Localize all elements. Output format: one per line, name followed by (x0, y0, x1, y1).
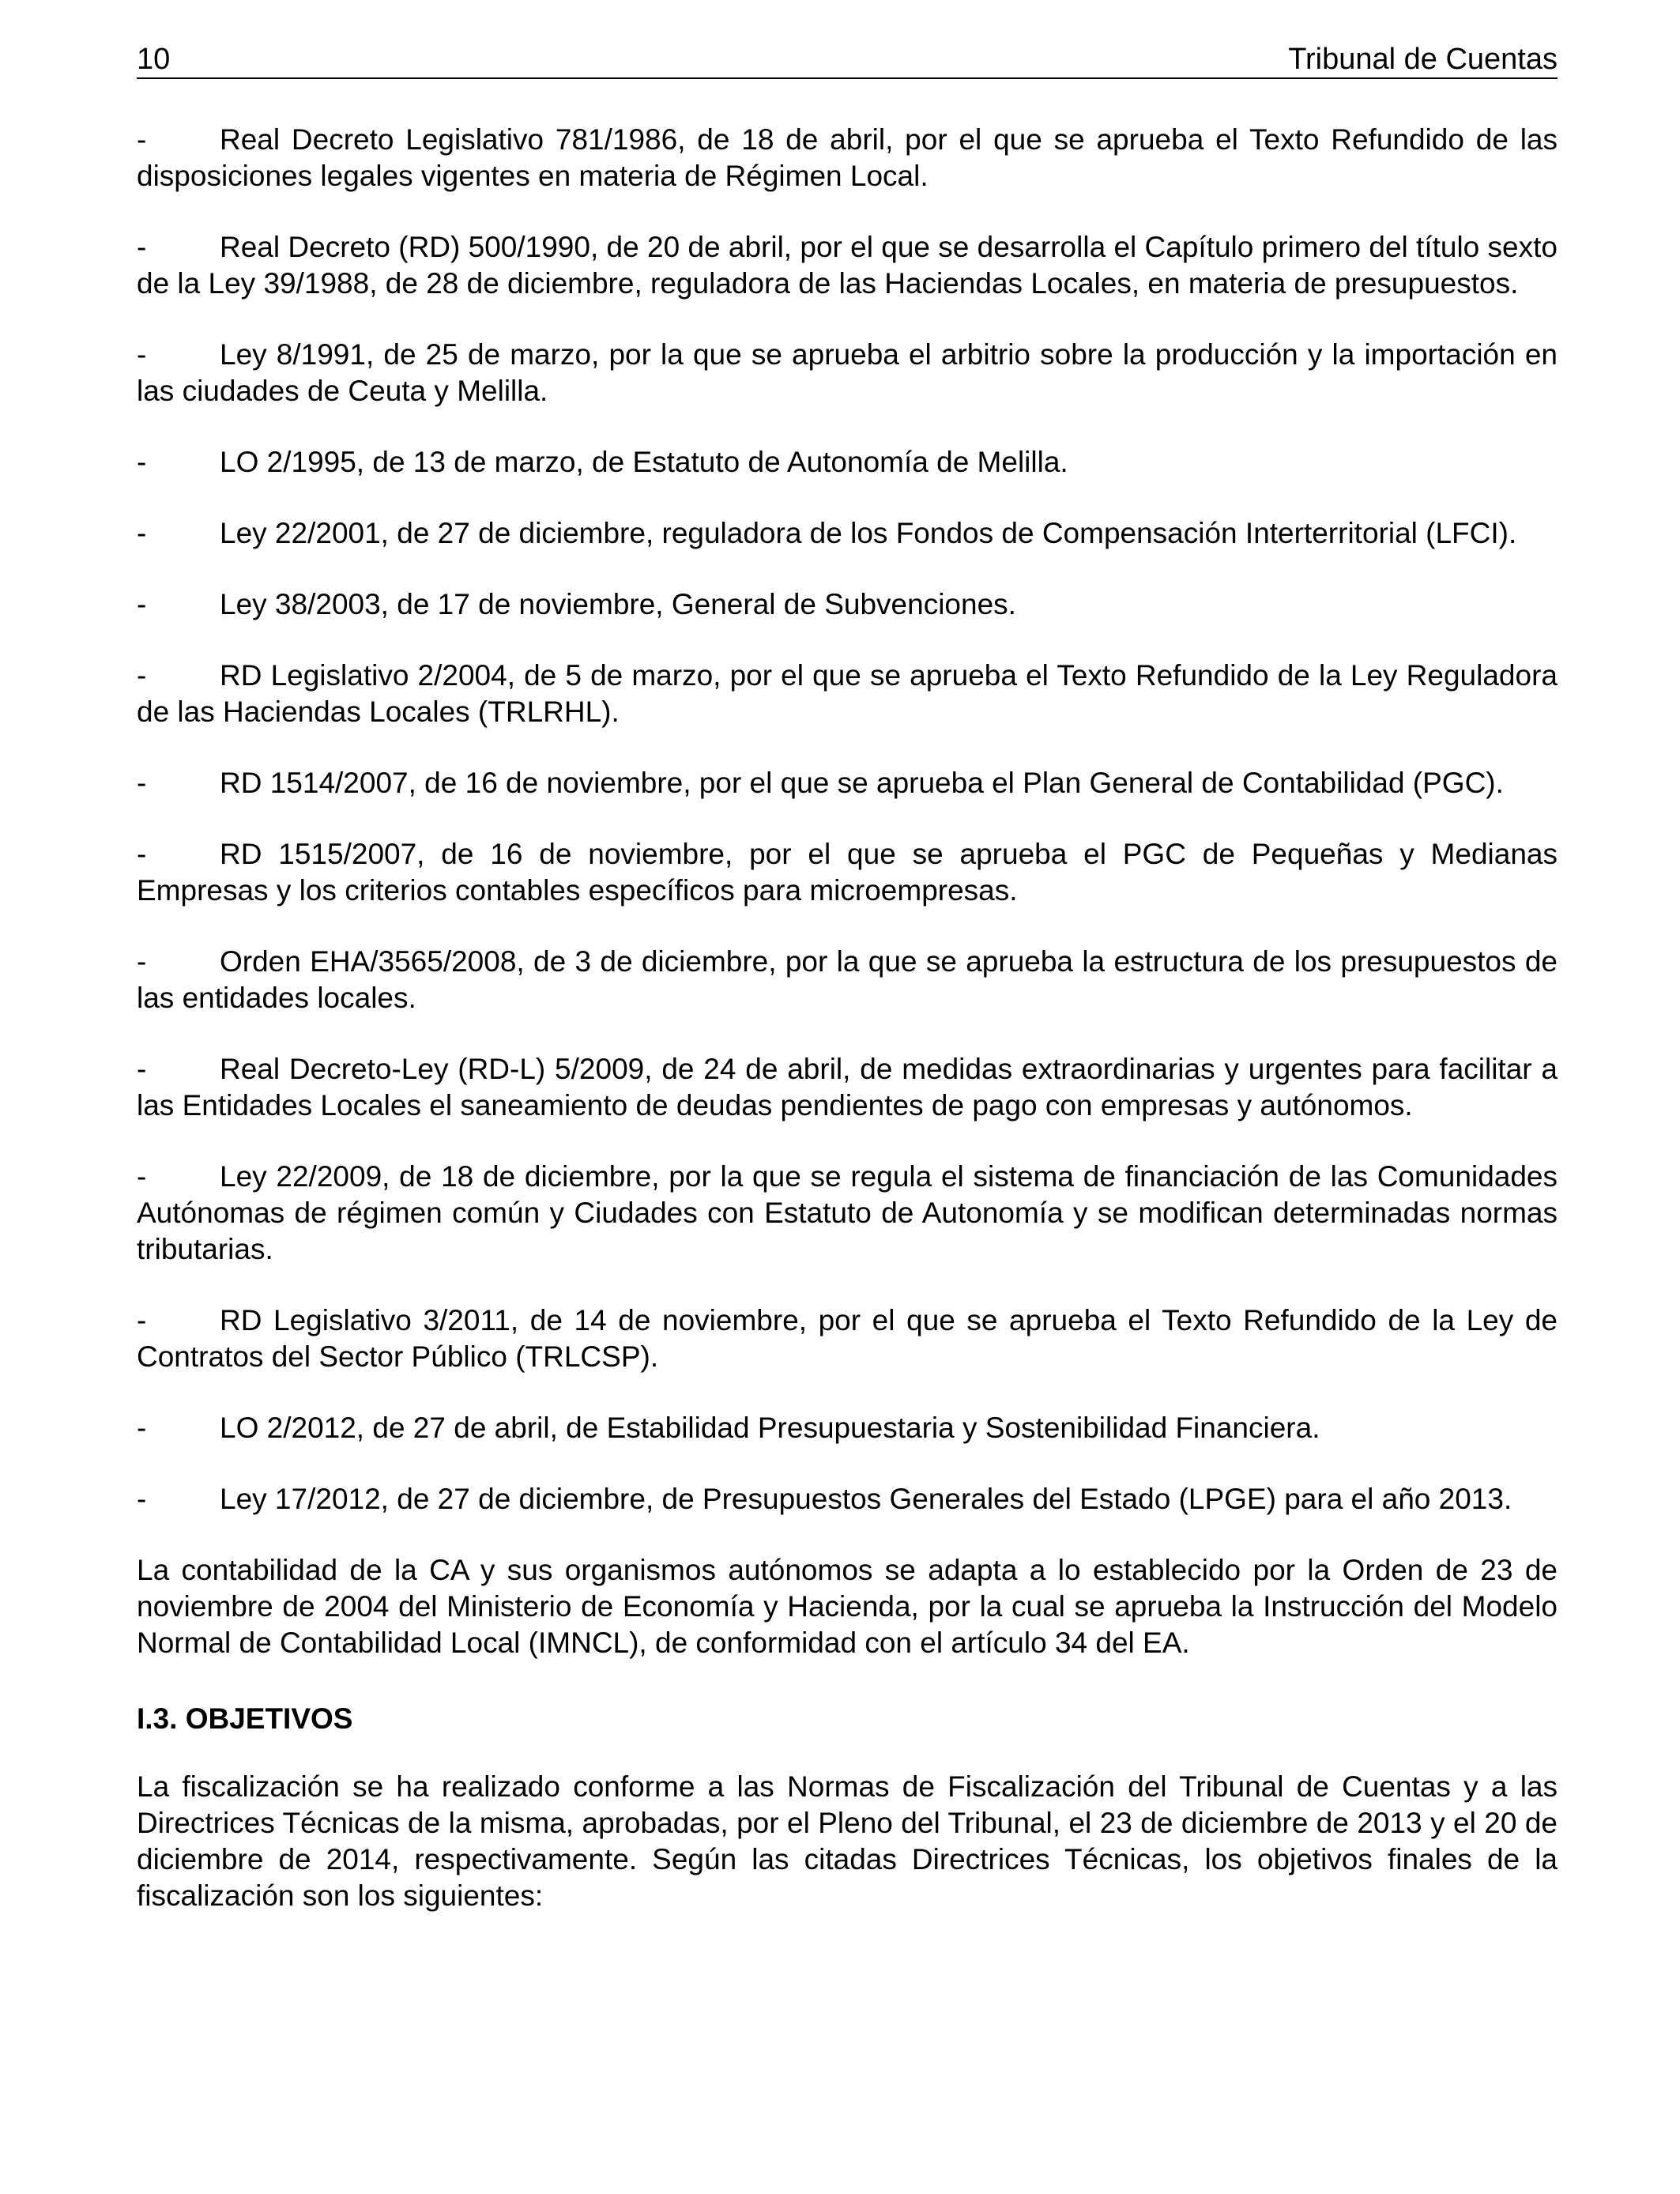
list-item (137, 515, 1558, 552)
list-marker: - (137, 659, 147, 692)
list-marker: - (137, 231, 147, 263)
list-item (137, 658, 1558, 730)
page-header (137, 41, 1558, 79)
list-item (137, 444, 1558, 481)
list-marker: - (137, 1304, 147, 1336)
list-item-text: Real Decreto-Ley (RD-L) 5/2009, de 24 de abril, de medidas extraordinarias y urgentes para facilitar a las Entidades Locales el saneamiento de deudas pendientes de pago con empresas y autónomos. (137, 1053, 1558, 1122)
list-item (137, 122, 1558, 194)
list-item-text: Ley 22/2009, de 18 de diciembre, por la que se regula el sistema de financiación de las Comunidades Autónomas de régimen común y Ciudades con Estatuto de Autonomía y se modifican determinadas normas tributarias. (137, 1160, 1558, 1265)
list-item-text: LO 2/1995, de 13 de marzo, de Estatuto de Autonomía de Melilla. (220, 446, 1068, 478)
list-item-text: RD 1514/2007, de 16 de noviembre, por el que se aprueba el Plan General de Contabilidad (PGC). (220, 767, 1504, 799)
list-item (137, 337, 1558, 409)
list-item-text: Ley 8/1991, de 25 de marzo, por la que se aprueba el arbitrio sobre la producción y la importación en las ciudades de Ceuta y Melilla. (137, 338, 1558, 407)
list-item (137, 229, 1558, 302)
list-marker: - (137, 123, 147, 156)
paragraph-contabilidad: La contabilidad de la CA y sus organismos autónomos se adapta a lo establecido por la Orden de 23 de noviembre de 2004 del Ministerio de Economía y Hacienda, por la cual se aprueba la Instrucción del Modelo Normal de Contabilidad Local (IMNCL), de conformidad con el artículo 34 del EA. (137, 1554, 1558, 1659)
list-marker: - (137, 446, 147, 478)
list-item-text: Real Decreto (RD) 500/1990, de 20 de abril, por el que se desarrolla el Capítulo primero del título sexto de la Ley 39/1988, de 28 de diciembre, reguladora de las Haciendas Locales, en materia de presupuestos. (137, 231, 1558, 300)
document-body (137, 122, 1558, 1949)
list-item (137, 836, 1558, 909)
list-item-text: LO 2/2012, de 27 de abril, de Estabilidad Presupuestaria y Sostenibilidad Financiera. (220, 1412, 1320, 1444)
page-number: 10 (137, 43, 171, 76)
list-marker: - (137, 1160, 147, 1193)
list-marker: - (137, 1483, 147, 1515)
list-item (137, 1159, 1558, 1268)
list-marker: - (137, 517, 147, 549)
list-item-text: RD 1515/2007, de 16 de noviembre, por el que se aprueba el PGC de Pequeñas y Medianas Empresas y los criterios contables específicos para microempresas. (137, 838, 1558, 907)
legislation-list (137, 122, 1558, 1517)
list-marker: - (137, 338, 147, 371)
list-item-text: RD Legislativo 2/2004, de 5 de marzo, por el que se aprueba el Texto Refundido de la Ley Reguladora de las Haciendas Locales (TRLRHL). (137, 659, 1558, 728)
list-marker: - (137, 767, 147, 799)
list-marker: - (137, 588, 147, 620)
list-item-text: Ley 38/2003, de 17 de noviembre, General de Subvenciones. (220, 588, 1016, 620)
list-marker: - (137, 1053, 147, 1085)
list-item (137, 765, 1558, 801)
paragraph-objetivos: La fiscalización se ha realizado conforme a las Normas de Fiscalización del Tribunal de Cuentas y a las Directrices Técnicas de la misma, aprobadas, por el Pleno del Tribunal, el 23 de diciembre de 2013 y el 20 de diciembre de 2014, respectivamente. Según las citadas Directrices Técnicas, los objetivos finales de la fiscalización son los siguientes: (137, 1770, 1558, 1912)
list-item-text: Real Decreto Legislativo 781/1986, de 18 de abril, por el que se aprueba el Texto Refundido de las disposiciones legales vigentes en materia de Régimen Local. (137, 123, 1558, 192)
list-marker: - (137, 838, 147, 870)
section-title: I.3. OBJETIVOS (137, 1702, 353, 1735)
header-title: Tribunal de Cuentas (1288, 43, 1558, 76)
list-item-text: Orden EHA/3565/2008, de 3 de diciembre, por la que se aprueba la estructura de los presupuestos de las entidades locales. (137, 945, 1558, 1014)
list-item (137, 944, 1558, 1016)
list-item (137, 1481, 1558, 1517)
list-item-text: Ley 17/2012, de 27 de diciembre, de Presupuestos Generales del Estado (LPGE) para el año 2013. (220, 1483, 1512, 1515)
list-item (137, 1051, 1558, 1124)
list-marker: - (137, 1412, 147, 1444)
list-item (137, 1302, 1558, 1375)
list-item-text: RD Legislativo 3/2011, de 14 de noviembre, por el que se aprueba el Texto Refundido de la Ley de Contratos del Sector Público (TRLCSP). (137, 1304, 1558, 1373)
list-marker: - (137, 945, 147, 978)
list-item-text: Ley 22/2001, de 27 de diciembre, reguladora de los Fondos de Compensación Interterritorial (LFCI). (220, 517, 1517, 549)
list-item (137, 586, 1558, 623)
list-item (137, 1410, 1558, 1446)
